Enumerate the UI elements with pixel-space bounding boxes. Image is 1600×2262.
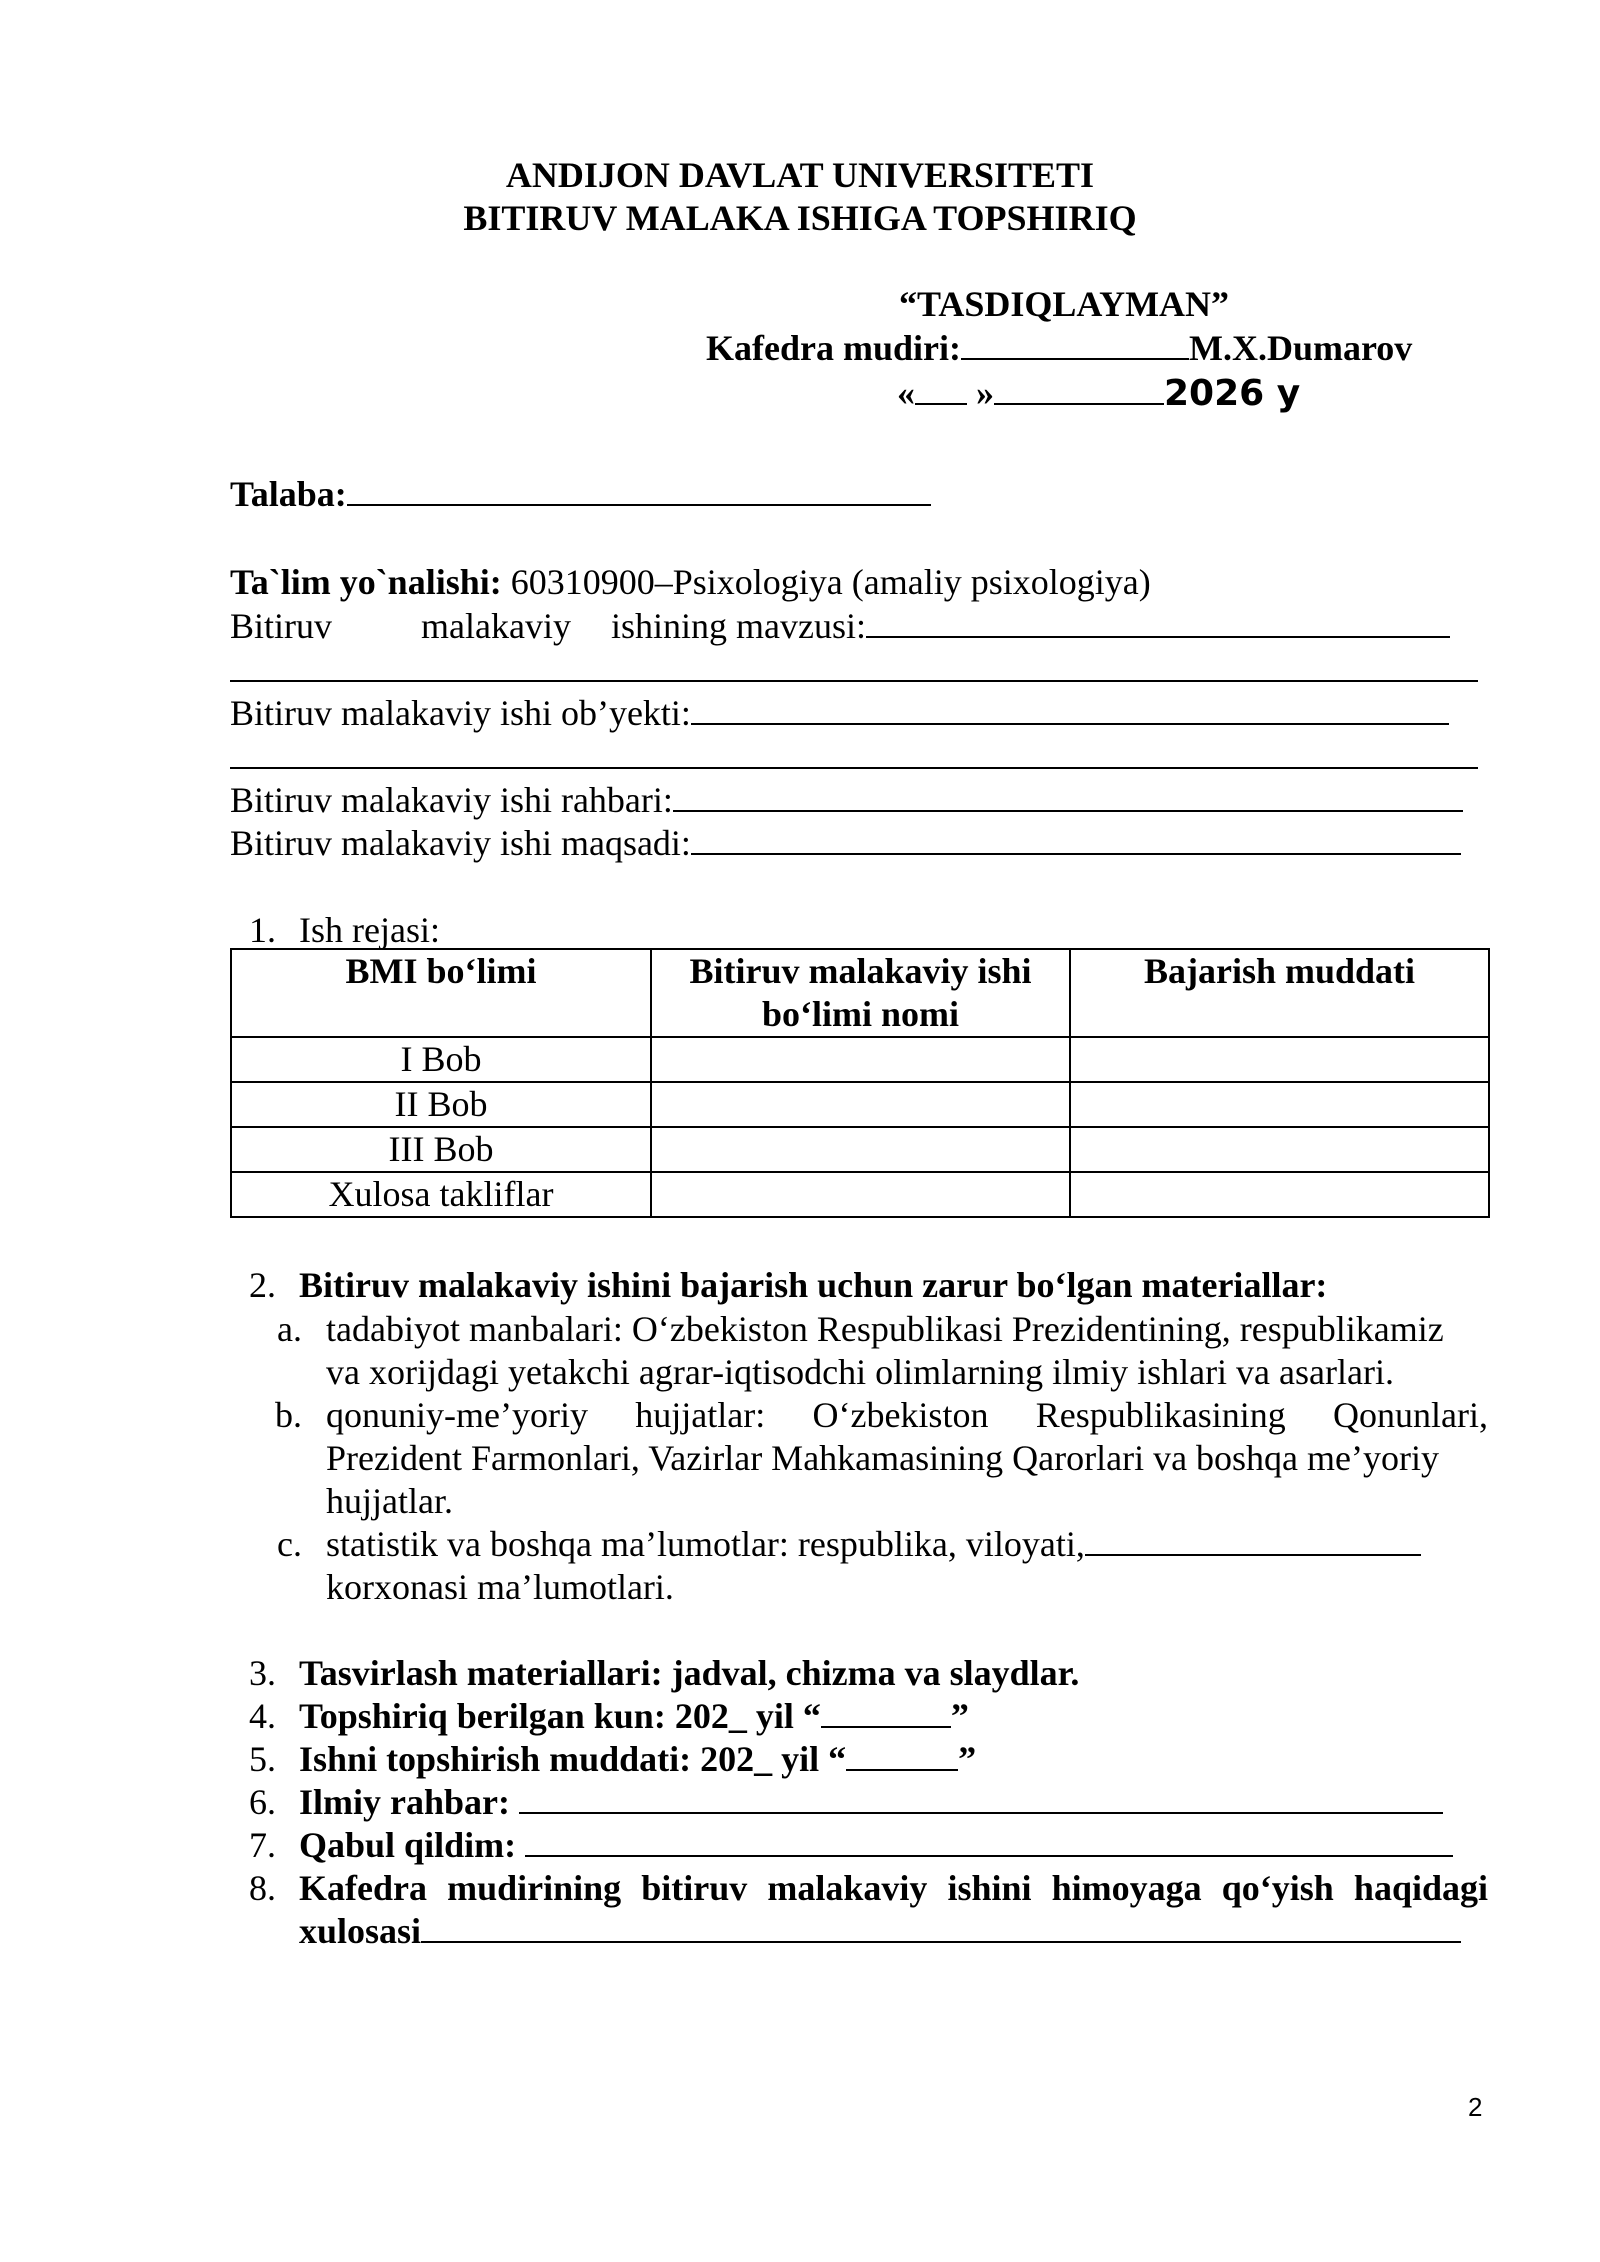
accepted-fill: [525, 1825, 1453, 1857]
region-fill-line: [1085, 1524, 1421, 1556]
material-c-line2: korxonasi ma’lumotlari.: [326, 1567, 674, 1607]
month-line: [994, 373, 1164, 405]
supervisor-fill-line: [673, 780, 1463, 812]
table-header-row: [231, 949, 1489, 1037]
topic-word-1: Bitiruv: [230, 606, 333, 646]
assignment-date-line: [299, 1695, 969, 1738]
table-cell[interactable]: [651, 1172, 1070, 1217]
approval-head-line: [706, 327, 1412, 370]
object-line: [230, 692, 1449, 735]
table-cell[interactable]: [1070, 1037, 1489, 1082]
object-continuation-line: [230, 767, 1478, 769]
material-marker: a.: [277, 1309, 302, 1349]
topic-fill-line: [866, 606, 1450, 638]
table-row: [231, 1082, 1489, 1127]
deadline-close: ”: [958, 1739, 977, 1779]
item-number: 7.: [249, 1825, 276, 1865]
object-fill-line: [691, 693, 1449, 725]
supervisor-line: [230, 779, 1463, 822]
scientific-supervisor-fill: [519, 1782, 1443, 1814]
head-conclusion-line1: Kafedra mudirining bitiruv malakaviy ishini himoyaga qo‘yish haqidagi: [299, 1868, 1488, 1908]
direction-label: Ta`lim yo`nalishi:: [230, 562, 502, 602]
page-number: 2: [1468, 2092, 1483, 2122]
plan-title: Ish rejasi:: [299, 910, 440, 950]
university-title: ANDIJON DAVLAT UNIVERSITETI: [505, 155, 1095, 195]
student-line: [230, 473, 931, 516]
materials-title: Bitiruv malakaviy ishini bajarish uchun zarur bo‘lgan materiallar:: [299, 1265, 1328, 1305]
plan-table: [230, 948, 1490, 1218]
direction-value: 60310900–Psixologiya (amaliy psixologiya): [501, 562, 1151, 602]
student-name-line: [347, 474, 931, 506]
head-conclusion-line2: [299, 1910, 1461, 1953]
deadline-fill: [846, 1739, 958, 1771]
material-a-line2: va xorijdagi yetakchi agrar-iqtisodchi olimlarning ilmiy ishlari va asarlari.: [326, 1352, 1394, 1392]
day-line: [915, 373, 967, 405]
column-header: Bitiruv malakaviy ishi bo‘limi nomi: [651, 949, 1070, 1037]
item-number: 8.: [249, 1868, 276, 1908]
table-cell[interactable]: [651, 1127, 1070, 1172]
approval-date-open: «: [897, 373, 915, 413]
document-subtitle: BITIRUV MALAKA ISHIGA TOPSHIRIQ: [463, 198, 1137, 238]
table-cell[interactable]: [651, 1037, 1070, 1082]
materials-number: 2.: [249, 1265, 276, 1305]
approval-date-line: [897, 372, 1300, 415]
approval-date-mid: »: [967, 373, 994, 413]
column-header: Bajarish muddati: [1070, 949, 1489, 1037]
material-b-line2: Prezident Farmonlari, Vazirlar Mahkamasining Qarorlari va boshqa me’yoriy: [326, 1438, 1439, 1478]
student-label: Talaba:: [230, 474, 347, 514]
approval-title: “TASDIQLAYMAN”: [899, 284, 1230, 324]
accepted-line: [299, 1824, 1453, 1867]
material-b-line3: hujjatlar.: [326, 1481, 453, 1521]
scientific-supervisor-label: Ilmiy rahbar:: [299, 1782, 519, 1822]
assignment-date-label: Topshiriq berilgan kun: 202_ yil “: [299, 1696, 821, 1736]
table-cell[interactable]: [1070, 1127, 1489, 1172]
table-row: [231, 1127, 1489, 1172]
goal-label: Bitiruv malakaviy ishi maqsadi:: [230, 823, 691, 863]
head-conclusion-fill: [421, 1911, 1461, 1943]
assignment-date-close: ”: [950, 1696, 969, 1736]
object-label: Bitiruv malakaviy ishi ob’yekti:: [230, 693, 691, 733]
material-c-text: statistik va boshqa ma’lumotlar: respublika, viloyati,: [326, 1524, 1085, 1564]
assignment-date-fill: [821, 1696, 951, 1728]
accepted-label: Qabul qildim:: [299, 1825, 526, 1865]
material-marker: b.: [275, 1395, 302, 1435]
topic-continuation-line: [230, 680, 1478, 682]
material-marker: c.: [277, 1524, 302, 1564]
table-cell[interactable]: [1070, 1172, 1489, 1217]
goal-fill-line: [691, 823, 1461, 855]
table-cell: I Bob: [231, 1037, 651, 1082]
table-row: [231, 1172, 1489, 1217]
item-number: 5.: [249, 1739, 276, 1779]
plan-number: 1.: [249, 910, 276, 950]
illustrative-materials: Tasvirlash materiallari: jadval, chizma va slaydlar.: [299, 1653, 1080, 1693]
table-row: [231, 1037, 1489, 1082]
direction-line: [230, 561, 1151, 604]
deadline-label: Ishni topshirish muddati: 202_ yil “: [299, 1739, 847, 1779]
topic-label: ishining mavzusi:: [611, 606, 866, 646]
table-cell[interactable]: [1070, 1082, 1489, 1127]
approval-head-name: M.X.Dumarov: [1188, 328, 1413, 368]
table-cell[interactable]: [651, 1082, 1070, 1127]
column-header: BMI bo‘limi: [231, 949, 651, 1037]
head-conclusion-label: xulosasi: [299, 1911, 422, 1951]
topic-line: [611, 605, 1450, 648]
item-number: 3.: [249, 1653, 276, 1693]
approval-head-label: Kafedra mudiri:: [706, 328, 961, 368]
signature-line: [961, 328, 1189, 360]
goal-line: [230, 822, 1461, 865]
item-number: 6.: [249, 1782, 276, 1822]
scientific-supervisor-line: [299, 1781, 1443, 1824]
supervisor-label: Bitiruv malakaviy ishi rahbari:: [230, 780, 673, 820]
table-cell: Xulosa takliflar: [231, 1172, 651, 1217]
material-a-line1: tadabiyot manbalari: O‘zbekiston Respublikasi Prezidentining, respublikamiz: [326, 1309, 1444, 1349]
item-number: 4.: [249, 1696, 276, 1736]
approval-year: 2026 y: [1164, 373, 1301, 414]
table-cell: II Bob: [231, 1082, 651, 1127]
material-c-line1: [326, 1523, 1421, 1566]
deadline-line: [299, 1738, 976, 1781]
material-b-line1: qonuniy-me’yoriy hujjatlar: O‘zbekiston Respublikasining Qonunlari,: [326, 1395, 1488, 1435]
table-cell: III Bob: [231, 1127, 651, 1172]
topic-word-2: malakaviy: [421, 606, 571, 646]
